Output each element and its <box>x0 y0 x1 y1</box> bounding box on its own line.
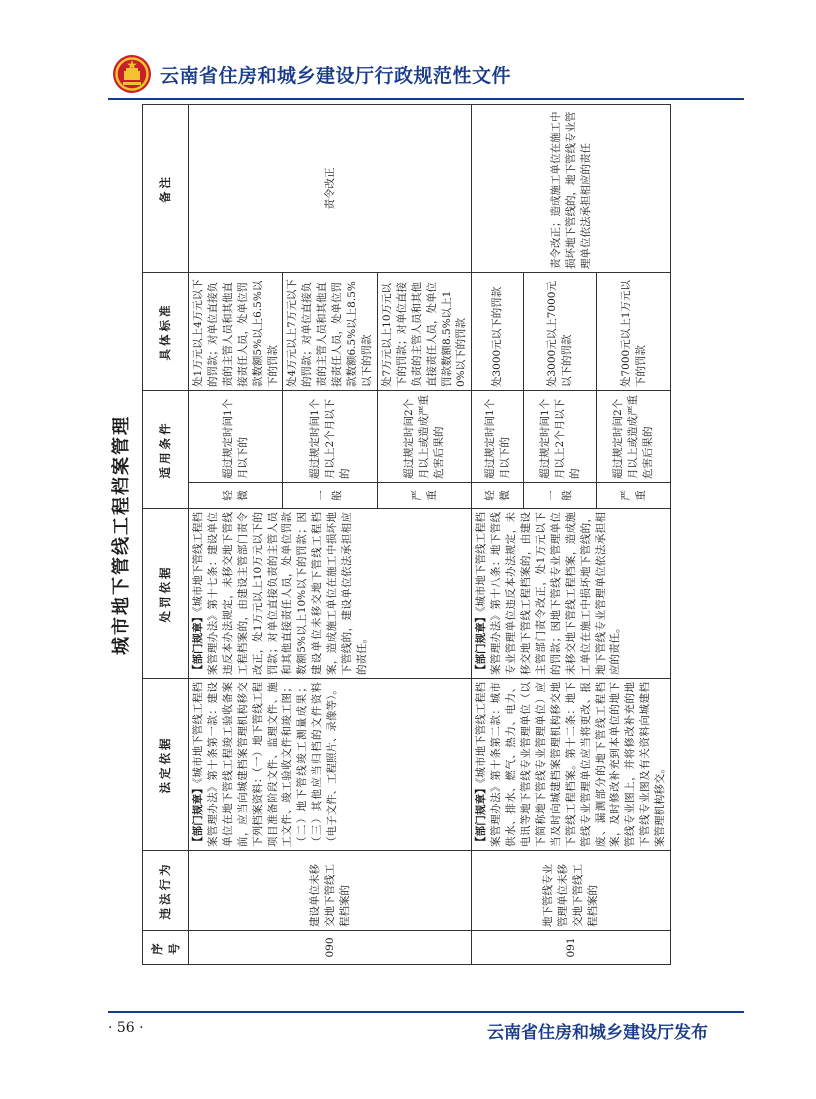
punish-basis-text: 《城市地下管线工程档案管理办法》第十七条：建设单位违反本办法规定，未移交地下管线工程档案的，由建设主管部门责令改正，处1万元以上10万元以下的罚款；对单位直接负责的主管人员和其他直接责任人员，处单位罚款数额5%以上10%以下的罚款；因建设单位未移交地下管线工程档案，造成施工单位在施工中损坏地下管线的，建设单位依法承担相应的责任。 <box>192 511 368 675</box>
legal-basis-text: 《城市地下管线工程档案管理办法》第十条第二款：城市供水、排水、燃气、热力、电力、电讯等地下管线专业管理单位（以下简称地下管线专业管理单位）应当及时向城建档案管理机构移交地下管线工程档案。第十二条：地下管线专业管理单位应当将更改、报废、漏测部分的地下管线工程档案，及时修改补充到本单位的地下管线专业图上，并将修改补充的地下管线专业图及有关资料向城建档案管理机构移交。 <box>475 681 667 847</box>
row-condition: 超过规定时间1个月以上2个月以下的 <box>283 391 377 483</box>
page-number: · 56 · <box>108 1020 144 1036</box>
punish-basis-text: 《城市地下管线工程档案管理办法》第十八条：地下管线专业管理单位违反本办法规定，未移交地下管线工程档案的，由建设主管部门责令改正，处1万元以下的罚款；因地下管线专业管理单位未移交地下管线工程档案，造成施工单位在施工中损坏地下管线的，地下管线专业管理单位依法承担相应的责任。 <box>475 511 622 675</box>
row-legal-basis <box>472 679 671 851</box>
row-condition: 超过规定时间2个月以上或造成严重危害后果的 <box>597 391 671 483</box>
row-condition: 超过规定时间2个月以上或造成严重危害后果的 <box>377 391 471 483</box>
legal-basis-text: 《城市地下管线工程档案管理办法》第十条第一款：建设单位在地下管线工程竣工验收备案前，应当向城建档案管理机构移交下列档案资料：（一）地下管线工程项目准备阶段文件、监理文件、施工文件、竣工验收文件和竣工图；（二）地下管线竣工测量成果；（三）其他应当归档的文件资料（电子文件、工程照片、录像等）。 <box>192 681 339 847</box>
row-condition: 超过规定时间1个月以上2个月以下的 <box>523 391 597 483</box>
row-act: 地下管线专业管理单位未移交地下管线工程档案的 <box>472 851 671 931</box>
table-header-row <box>143 105 189 965</box>
row-condition: 超过规定时间1个月以下的 <box>472 391 524 483</box>
punish-basis-tag: 【部门规章】 <box>475 611 488 675</box>
col-header-seq: 序号 <box>143 931 189 965</box>
row-level: 轻微 <box>189 483 283 509</box>
row-standard: 处3000元以下的罚款 <box>472 273 524 391</box>
rotated-document <box>100 105 748 965</box>
col-header-legal-basis: 法定依据 <box>143 679 189 851</box>
col-header-standard: 具体标准 <box>143 273 189 391</box>
row-seq: 090 <box>189 931 472 965</box>
legal-basis-tag: 【部门规章】 <box>475 783 488 847</box>
legal-basis-tag: 【部门规章】 <box>192 783 204 847</box>
row-standard: 处3000元以上7000元以下的罚款 <box>523 273 597 391</box>
row-level: 严重 <box>597 483 671 509</box>
national-emblem-icon <box>112 54 152 94</box>
row-legal-basis <box>189 679 472 851</box>
page-header <box>112 52 511 96</box>
row-condition: 超过规定时间1个月以下的 <box>189 391 283 483</box>
row-punish-basis <box>472 509 671 679</box>
row-level: 轻微 <box>472 483 524 509</box>
table-row <box>472 105 524 965</box>
row-note: 责令改正 <box>189 105 472 273</box>
col-header-note: 备注 <box>143 105 189 273</box>
col-header-condition: 适用条件 <box>143 391 189 509</box>
header-title: 云南省住房和城乡建设厅行政规范性文件 <box>160 64 512 87</box>
document-title: 城市地下管线工程档案管理 <box>111 415 132 655</box>
publisher-label: 云南省住房和城乡建设厅发布 <box>487 1023 708 1043</box>
row-level: 一般 <box>283 483 377 509</box>
header-rule <box>108 98 744 100</box>
row-standard: 处7000元以上1万元以下的罚款 <box>597 273 671 391</box>
row-punish-basis <box>189 509 472 679</box>
punish-basis-tag: 【部门规章】 <box>192 611 204 675</box>
row-act: 建设单位未移交地下管线工程档案的 <box>189 851 472 931</box>
col-header-act: 违法行为 <box>143 851 189 931</box>
row-level: 严重 <box>377 483 471 509</box>
row-standard: 处4万元以上7万元以下的罚款；对单位直接负责的主管人员和其他直接责任人员，处单位罚款数额6.5%以上8.5%以下的罚款 <box>283 273 377 391</box>
table-row <box>189 105 283 965</box>
row-standard: 处7万元以上10万元以下的罚款；对单位直接负责的主管人员和其他直接责任人员，处单位罚款数额8.5%以上10%以下的罚款 <box>377 273 471 391</box>
footer-rule <box>108 1011 744 1013</box>
row-note: 责令改正；造成施工单位在施工中损坏地下管线的，地下管线专业管理单位依法承担相应的责任 <box>472 105 671 273</box>
row-level: 一般 <box>523 483 597 509</box>
penalty-table <box>142 104 671 965</box>
col-header-punish-basis: 处罚依据 <box>143 509 189 679</box>
row-seq: 091 <box>472 931 671 965</box>
row-standard: 处1万元以上4万元以下的罚款；对单位直接负责的主管人员和其他直接责任人员，处单位罚款数额5%以上6.5%以下的罚款 <box>189 273 283 391</box>
